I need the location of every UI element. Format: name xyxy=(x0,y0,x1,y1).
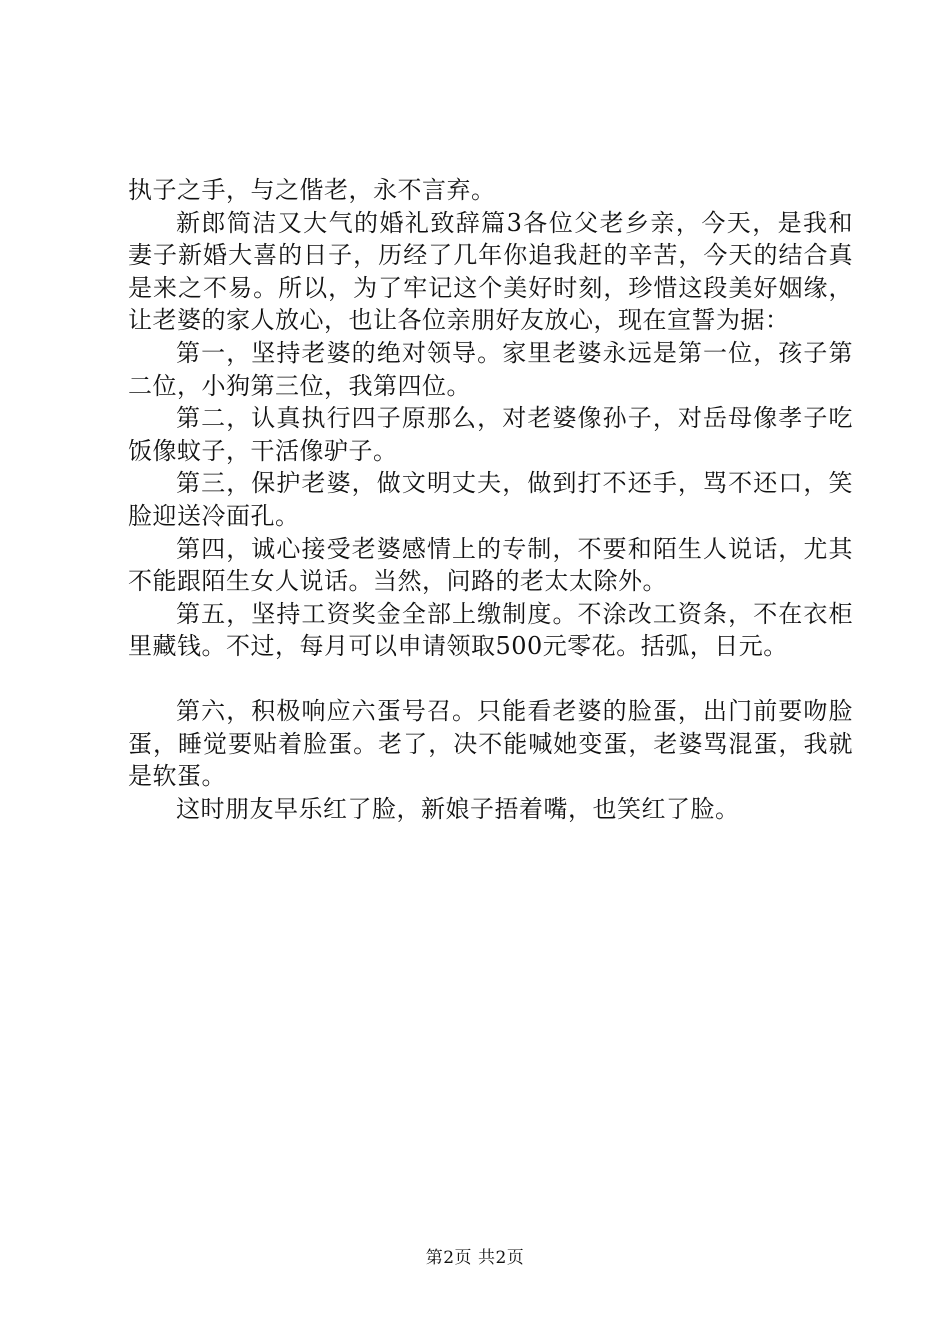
page-number-footer: 第2页 共2页 xyxy=(425,1248,525,1268)
paragraph-vow-5: 第五，坚持工资奖金全部上缴制度。不涂改工资条，不在衣柜里藏钱。不过，每月可以申请领取500元零花。括弧，日元。 xyxy=(128,599,853,661)
paragraph-speech-intro: 新郎简洁又大气的婚礼致辞篇3各位父老乡亲，今天，是我和妻子新婚大喜的日子，历经了几年你追我赶的辛苦，今天的结合真是来之不易。所以，为了牢记这个美好时刻，珍惜这段美好姻缘，让老婆的家人放心，也让各位亲朋好友放心，现在宣誓为据： xyxy=(128,208,853,335)
paragraph-vow-2: 第二，认真执行四子原那么，对老婆像孙子，对岳母像孝子吃饭像蚊子，干活像驴子。 xyxy=(128,404,853,465)
paragraph-ending: 这时朋友早乐红了脸，新娘子捂着嘴，也笑红了脸。 xyxy=(176,794,740,823)
paragraph-vow-1: 第一，坚持老婆的绝对领导。家里老婆永远是第一位，孩子第二位，小狗第三位，我第四位。 xyxy=(128,338,853,400)
paragraph-vow-3: 第三，保护老婆，做文明丈夫，做到打不还手，骂不还口，笑脸迎送冷面孔。 xyxy=(128,469,853,530)
paragraph-vow-6: 第六，积极响应六蛋号召。只能看老婆的脸蛋，出门前要吻脸蛋，睡觉要贴着脸蛋。老了，决不能喊她变蛋，老婆骂混蛋，我就是软蛋。 xyxy=(128,696,853,791)
document-body xyxy=(128,174,853,825)
paragraph-vow-4: 第四，诚心接受老婆感情上的专制，不要和陌生人说话，尤其不能跟陌生女人说话。当然，问路的老太太除外。 xyxy=(128,534,853,596)
paragraph-closing-line: 执子之手，与之偕老，永不言弃。 xyxy=(128,176,496,204)
